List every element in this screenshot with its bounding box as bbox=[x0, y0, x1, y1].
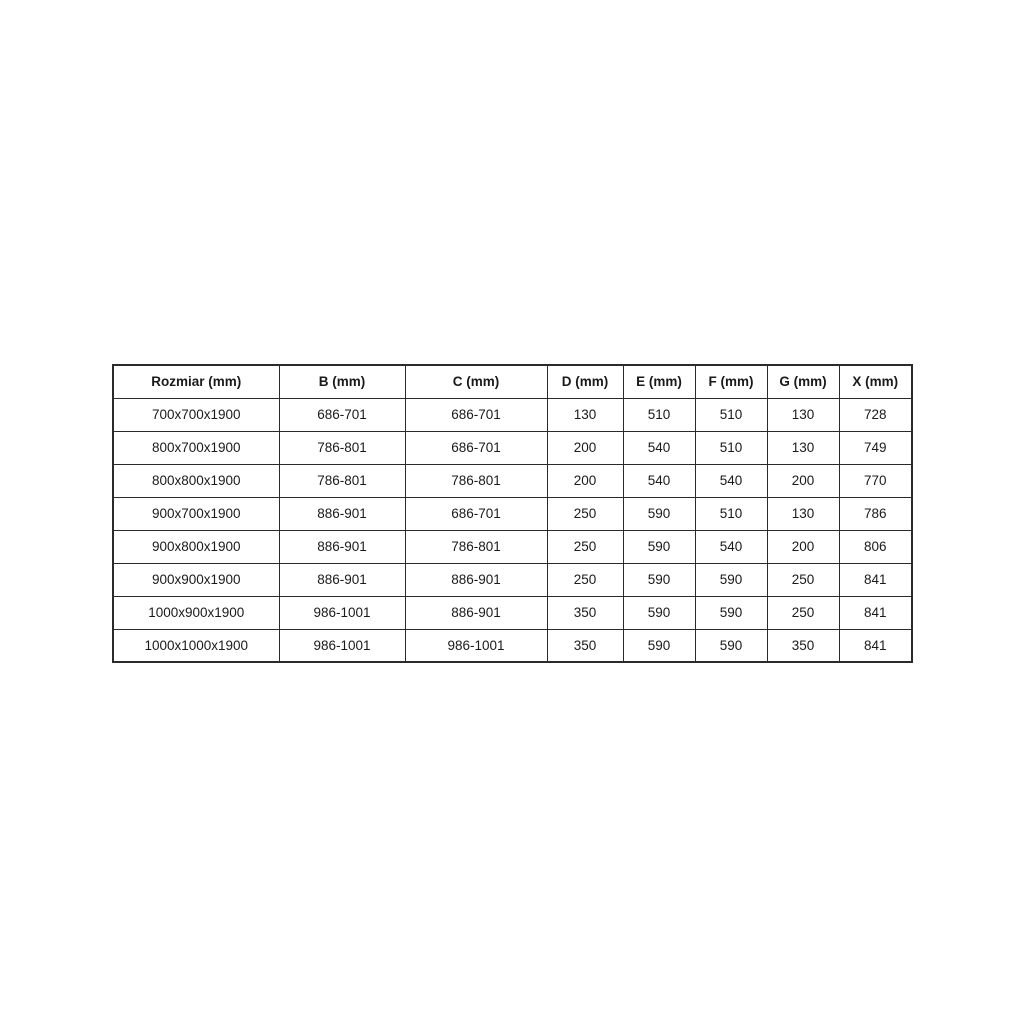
table-cell: 130 bbox=[767, 497, 839, 530]
table-cell: 250 bbox=[547, 530, 623, 563]
table-cell: 749 bbox=[839, 431, 912, 464]
table-row bbox=[113, 431, 912, 464]
table-cell: 986-1001 bbox=[405, 629, 547, 662]
table-cell: 510 bbox=[623, 398, 695, 431]
table-cell: 540 bbox=[695, 530, 767, 563]
table-cell: 786-801 bbox=[279, 431, 405, 464]
table-header-cell: C (mm) bbox=[405, 365, 547, 398]
table-cell: 986-1001 bbox=[279, 629, 405, 662]
table-cell: 886-901 bbox=[405, 596, 547, 629]
table-cell: 130 bbox=[767, 398, 839, 431]
table-cell: 200 bbox=[547, 464, 623, 497]
table-cell: 510 bbox=[695, 497, 767, 530]
table-cell: 728 bbox=[839, 398, 912, 431]
table-cell: 250 bbox=[767, 596, 839, 629]
table-cell: 350 bbox=[547, 629, 623, 662]
table-cell: 250 bbox=[767, 563, 839, 596]
table-cell: 510 bbox=[695, 431, 767, 464]
table-cell: 786-801 bbox=[405, 464, 547, 497]
table-cell: 130 bbox=[547, 398, 623, 431]
table-row bbox=[113, 563, 912, 596]
table-cell: 800x700x1900 bbox=[113, 431, 279, 464]
table-cell: 590 bbox=[623, 497, 695, 530]
table-header-cell: D (mm) bbox=[547, 365, 623, 398]
table-cell: 590 bbox=[623, 629, 695, 662]
table-row bbox=[113, 530, 912, 563]
table-cell: 250 bbox=[547, 497, 623, 530]
table-cell: 900x800x1900 bbox=[113, 530, 279, 563]
table-cell: 1000x900x1900 bbox=[113, 596, 279, 629]
table-cell: 786 bbox=[839, 497, 912, 530]
table-cell: 130 bbox=[767, 431, 839, 464]
table-cell: 770 bbox=[839, 464, 912, 497]
table-cell: 350 bbox=[767, 629, 839, 662]
table-cell: 886-901 bbox=[279, 497, 405, 530]
table-cell: 806 bbox=[839, 530, 912, 563]
table-header-cell: Rozmiar (mm) bbox=[113, 365, 279, 398]
table-cell: 786-801 bbox=[279, 464, 405, 497]
table-cell: 800x800x1900 bbox=[113, 464, 279, 497]
table-cell: 841 bbox=[839, 596, 912, 629]
table-cell: 510 bbox=[695, 398, 767, 431]
table-cell: 686-701 bbox=[405, 398, 547, 431]
table-header-cell: F (mm) bbox=[695, 365, 767, 398]
table-cell: 686-701 bbox=[405, 497, 547, 530]
table-cell: 986-1001 bbox=[279, 596, 405, 629]
table-cell: 590 bbox=[623, 596, 695, 629]
table-cell: 540 bbox=[623, 431, 695, 464]
table-header-cell: G (mm) bbox=[767, 365, 839, 398]
table-cell: 886-901 bbox=[405, 563, 547, 596]
table-cell: 540 bbox=[695, 464, 767, 497]
table-cell: 590 bbox=[623, 563, 695, 596]
table-cell: 700x700x1900 bbox=[113, 398, 279, 431]
table-cell: 590 bbox=[695, 629, 767, 662]
table-cell: 841 bbox=[839, 563, 912, 596]
table-cell: 590 bbox=[695, 563, 767, 596]
size-spec-table bbox=[112, 364, 913, 663]
table-header-cell: X (mm) bbox=[839, 365, 912, 398]
table-cell: 1000x1000x1900 bbox=[113, 629, 279, 662]
table-cell: 590 bbox=[623, 530, 695, 563]
table-row bbox=[113, 398, 912, 431]
table-cell: 886-901 bbox=[279, 530, 405, 563]
table-cell: 686-701 bbox=[405, 431, 547, 464]
table-cell: 350 bbox=[547, 596, 623, 629]
table-cell: 900x900x1900 bbox=[113, 563, 279, 596]
table-header-row bbox=[113, 365, 912, 398]
table-cell: 200 bbox=[767, 530, 839, 563]
table-cell: 250 bbox=[547, 563, 623, 596]
table-cell: 841 bbox=[839, 629, 912, 662]
table-row bbox=[113, 629, 912, 662]
table-body bbox=[113, 398, 912, 662]
table-cell: 200 bbox=[547, 431, 623, 464]
table-row bbox=[113, 497, 912, 530]
table-header-cell: B (mm) bbox=[279, 365, 405, 398]
table-cell: 200 bbox=[767, 464, 839, 497]
table-cell: 686-701 bbox=[279, 398, 405, 431]
table-cell: 786-801 bbox=[405, 530, 547, 563]
table-row bbox=[113, 464, 912, 497]
table-row bbox=[113, 596, 912, 629]
table-cell: 590 bbox=[695, 596, 767, 629]
table-cell: 886-901 bbox=[279, 563, 405, 596]
table-cell: 900x700x1900 bbox=[113, 497, 279, 530]
table-cell: 540 bbox=[623, 464, 695, 497]
table-header-cell: E (mm) bbox=[623, 365, 695, 398]
